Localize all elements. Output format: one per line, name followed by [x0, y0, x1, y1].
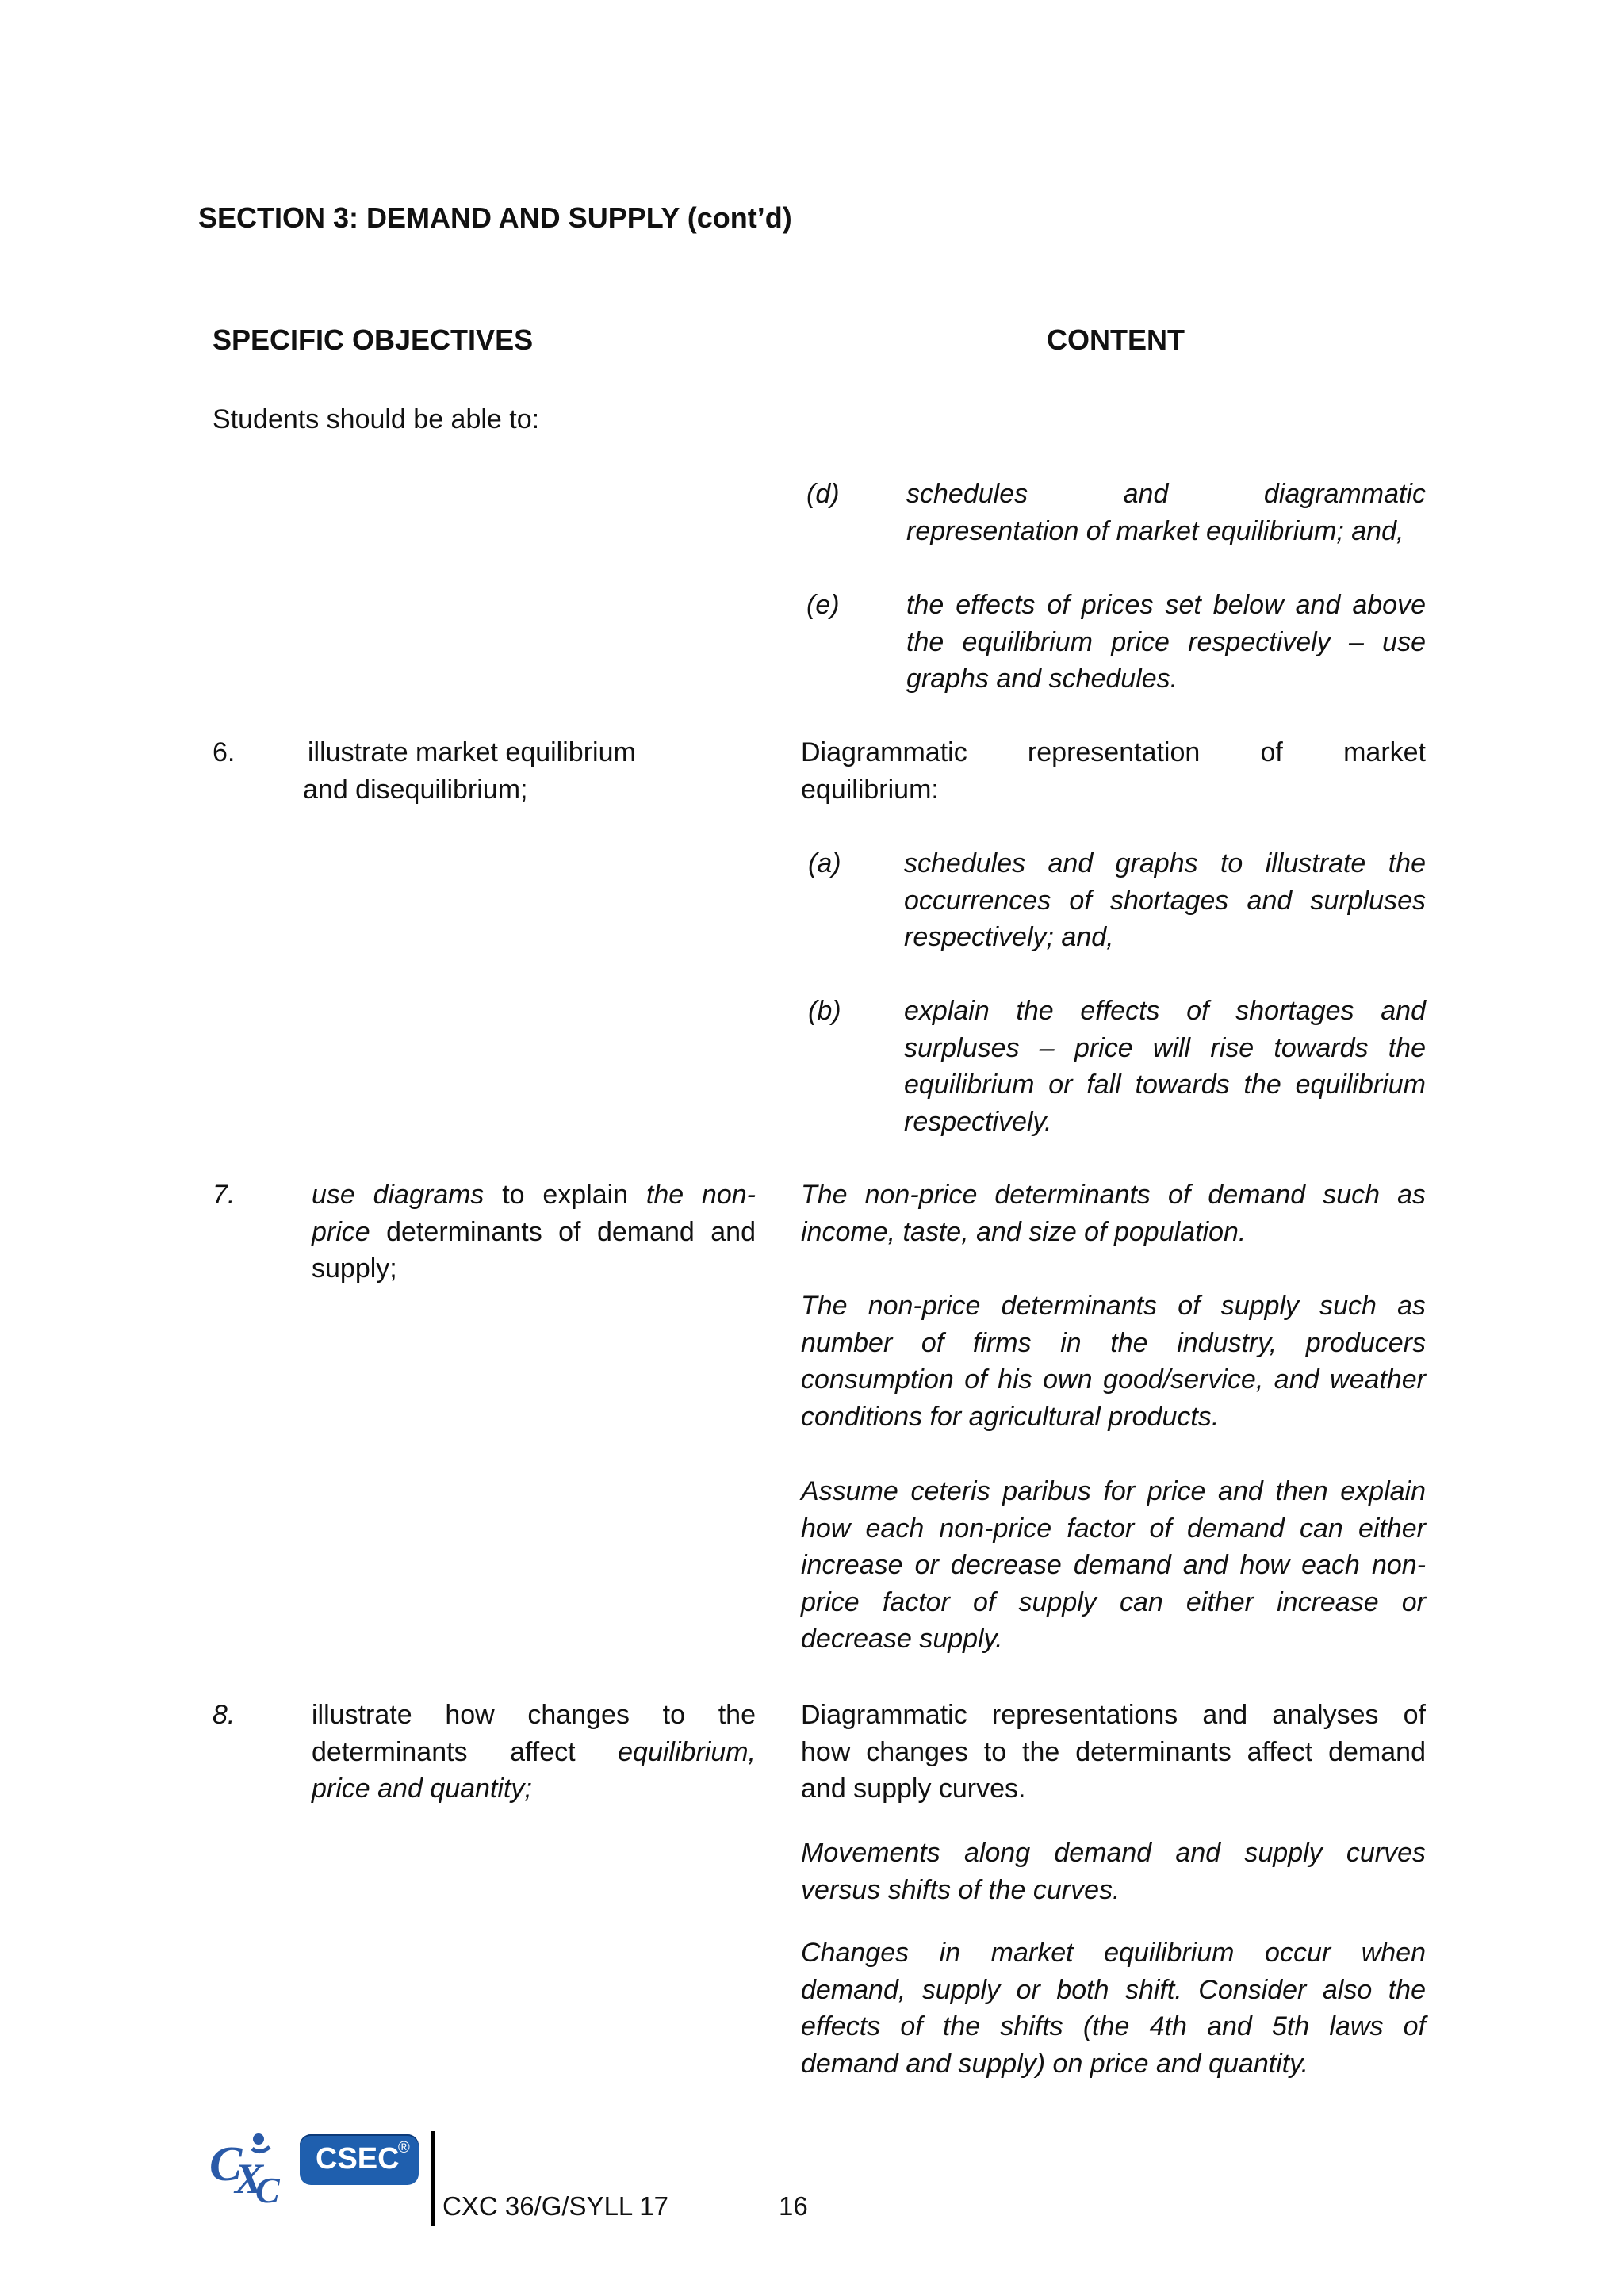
svg-text:C: C — [255, 2170, 280, 2204]
objectives-header: SPECIFIC OBJECTIVES — [213, 323, 534, 356]
content-6-intro: Diagrammatic representation of market equilibrium: — [801, 737, 1426, 805]
item-label-b: (b) — [808, 996, 841, 1026]
svg-text:X: X — [235, 2155, 264, 2202]
cxc-logo-icon — [208, 2131, 295, 2204]
objective-number-7: 7. — [213, 1180, 236, 1210]
svg-text:C: C — [209, 2137, 243, 2191]
item-label-e: (e) — [806, 590, 840, 620]
intro-text: Students should be able to: — [213, 404, 540, 434]
page-number: 16 — [779, 2191, 808, 2221]
content-8-paragraph-2: Movements along demand and supply curves versus shifts of the curves. — [801, 1838, 1426, 1905]
item-text-e: the effects of prices set below and above the equilibrium price respectively – use graphs and schedules. — [906, 590, 1426, 694]
csec-badge: CSEC ® — [300, 2134, 419, 2185]
objective-text-6: illustrate market equilibrium and disequilibrium; — [303, 737, 636, 805]
objective-number-6: 6. — [213, 737, 236, 767]
section-title: SECTION 3: DEMAND AND SUPPLY (cont’d) — [198, 201, 792, 234]
item-text-d: schedules and diagrammatic representation of market equilibrium; and, — [906, 479, 1426, 546]
item-label-a: (a) — [808, 848, 841, 878]
content-7-paragraph-3: Assume ceteris paribus for price and then explain how each non-price factor of demand can either increase or decrease demand and how each non- price factor of supply can either increase or decrease supply. — [801, 1476, 1426, 1654]
item-text-a: schedules and graphs to illustrate the occurrences of shortages and surpluses respectively; and, — [904, 848, 1426, 952]
syllabus-code: CXC 36/G/SYLL 17 — [442, 2191, 668, 2221]
item-text-b: explain the effects of shortages and surpluses – price will rise towards the equilibrium or fall towards the equilibrium respectively. — [904, 996, 1426, 1137]
content-7-paragraph-2: The non-price determinants of supply such as number of firms in the industry, producers consumption of his own good/service, and weather conditions for agricultural products. — [801, 1291, 1426, 1432]
objective-text-8: illustrate how changes to the determinants affect equilibrium, price and quantity; — [312, 1700, 756, 1804]
registered-mark: ® — [398, 2139, 410, 2156]
content-header: CONTENT — [1047, 323, 1185, 356]
content-7-paragraph-1: The non-price determinants of demand such as income, taste, and size of population. — [801, 1180, 1426, 1247]
content-8-paragraph-3: Changes in market equilibrium occur when demand, supply or both shift. Consider also the effects of the shifts (the 4th and 5th laws of demand and supply) on price and quantity. — [801, 1938, 1426, 2079]
objective-number-8: 8. — [213, 1700, 236, 1730]
item-label-d: (d) — [806, 479, 840, 509]
objective-text-7: use diagrams to explain the non- price determinants of demand and supply; — [312, 1180, 756, 1284]
footer-divider — [431, 2131, 435, 2226]
content-8-paragraph-1: Diagrammatic representations and analyses of how changes to the determinants affect demand and supply curves. — [801, 1700, 1426, 1804]
cxc-logo — [208, 2131, 295, 2204]
